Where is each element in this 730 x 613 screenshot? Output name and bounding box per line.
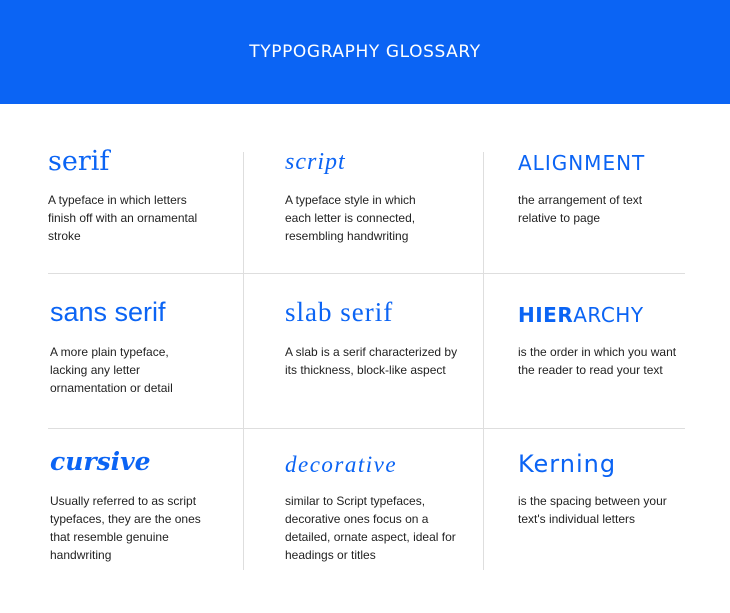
- definition-serif: A typeface in which letters finish off with an ornamental stroke: [48, 193, 198, 243]
- definition-slab-serif: A slab is a serif characterized by its thickness, block-like aspect: [285, 345, 458, 377]
- column-divider: [483, 152, 484, 570]
- glossary-entry-serif: [48, 148, 233, 268]
- definition-script: A typeface style in which each letter is connected, resembling handwriting: [285, 193, 416, 243]
- glossary-entry-slab-serif: [285, 299, 475, 424]
- term-serif: serif: [48, 146, 110, 177]
- term-alignment: ALIGNMENT: [518, 151, 646, 175]
- term-cursive: cursive: [50, 447, 151, 476]
- column-divider: [243, 152, 244, 570]
- term-hierarchy: [518, 305, 644, 325]
- glossary-entry-cursive: [48, 449, 233, 569]
- glossary-entry-sans-serif: [48, 299, 233, 424]
- page-title: TYPPOGRAPHY GLOSSARY: [249, 42, 481, 62]
- header-banner: [0, 0, 730, 104]
- glossary-entry-hierarchy: [518, 299, 718, 424]
- glossary-entry-script: [285, 148, 475, 268]
- definition-kerning: is the spacing between your text's individual letters: [518, 494, 667, 526]
- term-decorative: decorative: [285, 452, 398, 477]
- glossary-entry-decorative: [285, 449, 475, 569]
- definition-sans-serif: A more plain typeface, lacking any letter ornamentation or detail: [50, 345, 173, 395]
- glossary-grid: [0, 104, 730, 613]
- term-hierarchy-bold: HIER: [518, 303, 574, 327]
- row-divider: [48, 428, 685, 429]
- term-hierarchy-rest: ARCHY: [573, 303, 644, 327]
- row-divider: [48, 273, 685, 274]
- definition-cursive: Usually referred to as script typefaces, they are the ones that resemble genuine handwriting: [50, 494, 201, 562]
- term-script: script: [285, 149, 346, 175]
- term-sans-serif: sans serif: [50, 297, 166, 327]
- glossary-entry-alignment: [518, 148, 708, 268]
- glossary-entry-kerning: [518, 449, 708, 569]
- term-slab-serif: slab serif: [285, 297, 394, 327]
- term-kerning: Kerning: [518, 450, 617, 478]
- definition-decorative: similar to Script typefaces, decorative ones focus on a detailed, ornate aspect, ideal for headings or titles: [285, 494, 456, 562]
- definition-hierarchy: is the order in which you want the reader to read your text: [518, 345, 677, 377]
- definition-alignment: the arrangement of text relative to page: [518, 193, 643, 225]
